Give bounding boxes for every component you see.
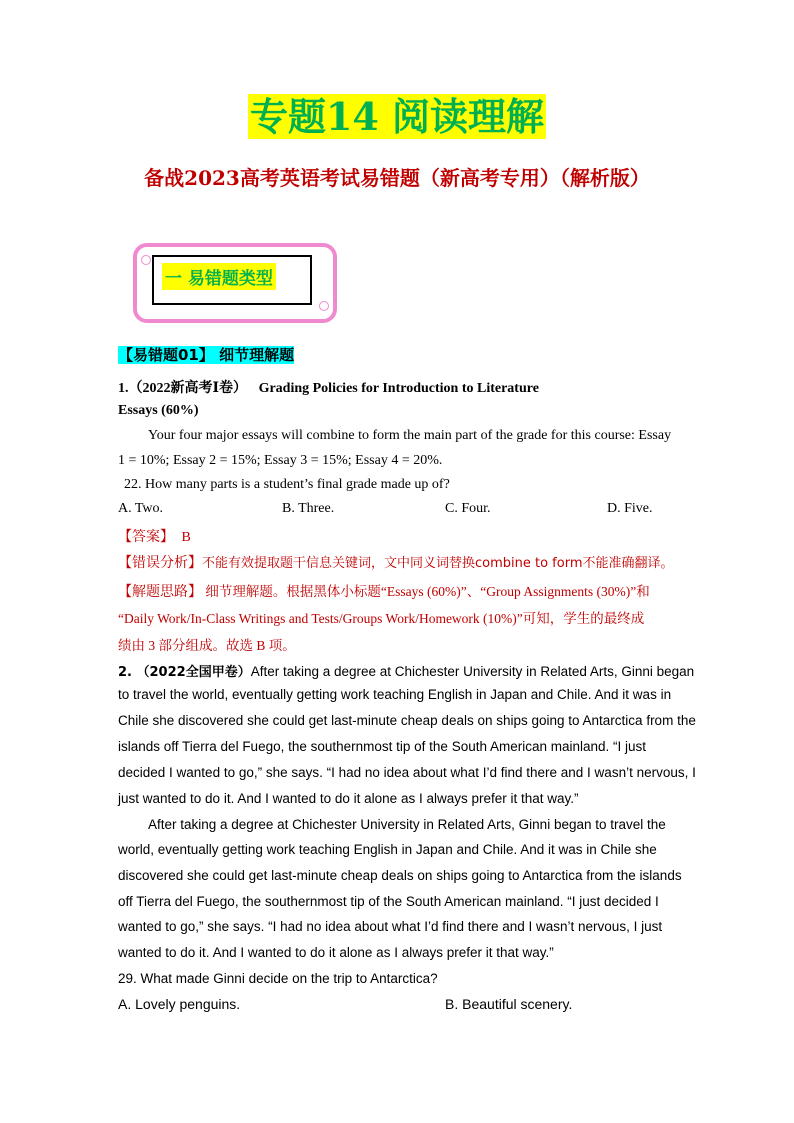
q1-source: 1.（2022新高考Ⅰ卷）: [118, 381, 248, 396]
q1-option-a: A. Two.: [118, 501, 164, 516]
category-heading: [118, 344, 294, 365]
solution-text: 细节理解题。根据黑体小标题“Essays (60%)”、“Group Assignments (30%)”和: [202, 584, 650, 599]
q2-paragraph-line: off Tierra del Fuego, the southernmost tip of the South American mainland. “I just decided I: [118, 894, 659, 909]
q2-question: 29. What made Ginni decide on the trip to Antarctica?: [118, 971, 438, 986]
page-subtitle: 备战2023高考英语考试易错题（新高考专用）（解析版）: [144, 166, 650, 190]
solution-label: 【解题思路】: [118, 584, 202, 600]
answer-value: B: [181, 530, 191, 545]
q1-answer: [118, 526, 191, 546]
q2-paragraph-line: Chile she discovered she could get last-minute cheap deals on ships going to Antarctica from the: [118, 713, 696, 728]
answer-label: 【答案】: [118, 529, 174, 545]
q1-option-d: D. Five.: [607, 501, 653, 516]
q1-header: [118, 377, 539, 397]
q2-paragraph-line: wanted to go,” she says. “I had no idea about what I’d find there and I wasn’t nervous, I just: [118, 919, 663, 934]
q1-paragraph-line: 1 = 10%; Essay 2 = 15%; Essay 3 = 15%; Essay 4 = 20%.: [118, 453, 443, 468]
q2-paragraph-line: wanted to do it. And I wanted to do it alone as I always prefer it that way.”: [118, 945, 554, 960]
q1-option-b: B. Three.: [282, 501, 335, 516]
q2-paragraph-line: discovered she could get last-minute cheap deals on ships going to Antarctica from the islands: [118, 868, 682, 883]
q2-paragraph-line: just wanted to do it. And I wanted to do it alone as I always prefer it that way.”: [118, 791, 579, 806]
q2-paragraph-line: [118, 661, 694, 680]
error-text: 不能有效提取题干信息关键词，文中同义词替换combine to form不能准确翻译。: [202, 556, 674, 571]
category-tag: 【易错题01】: [118, 346, 214, 364]
q2-paragraph-line: islands off Tierra del Fuego, the southernmost tip of the South American mainland. “I just: [118, 739, 647, 754]
q1-option-c: C. Four.: [445, 501, 491, 516]
q1-heading: Grading Policies for Introduction to Literature: [258, 381, 539, 396]
q1-question: 22. How many parts is a student’s final grade made up of?: [124, 477, 450, 492]
q2-paragraph-line: decided I wanted to go,” she says. “I had no idea about what I’d find there and I wasn’t nervous, I: [118, 765, 696, 780]
q2-paragraph-line: to travel the world, eventually getting work teaching English in Japan and Chile. And it was in: [118, 687, 672, 702]
category-name: 细节理解题: [213, 346, 295, 364]
q1-solution-line: [118, 580, 650, 601]
q2-paragraph-line: world, eventually getting work teaching English in Japan and Chile. And it was in Chile she: [118, 842, 657, 857]
error-label: 【错误分析】: [118, 555, 202, 571]
q1-subheading: Essays (60%): [118, 403, 199, 418]
q2-text: After taking a degree at Chichester University in Related Arts, Ginni began: [250, 664, 695, 679]
q2-paragraph-line: After taking a degree at Chichester University in Related Arts, Ginni began to travel the: [148, 817, 666, 832]
page-title: 专题14 阅读理解: [249, 94, 545, 139]
q1-error-analysis: [118, 552, 674, 572]
q1-paragraph-line: Your four major essays will combine to form the main part of the grade for this course: Essay: [148, 428, 672, 443]
q2-option-a: A. Lovely penguins.: [118, 996, 241, 1012]
q1-solution-line: 绩由 3 部分组成。故选 B 项。: [118, 638, 296, 653]
q2-option-b: B. Beautiful scenery.: [445, 996, 573, 1012]
q1-solution-line: “Daily Work/In-Class Writings and Tests/Groups Work/Homework (10%)”可知，学生的最终成: [118, 611, 645, 626]
section-label: 一 易错题类型: [162, 263, 276, 290]
q2-source: 2. （2022全国甲卷）: [118, 665, 251, 680]
